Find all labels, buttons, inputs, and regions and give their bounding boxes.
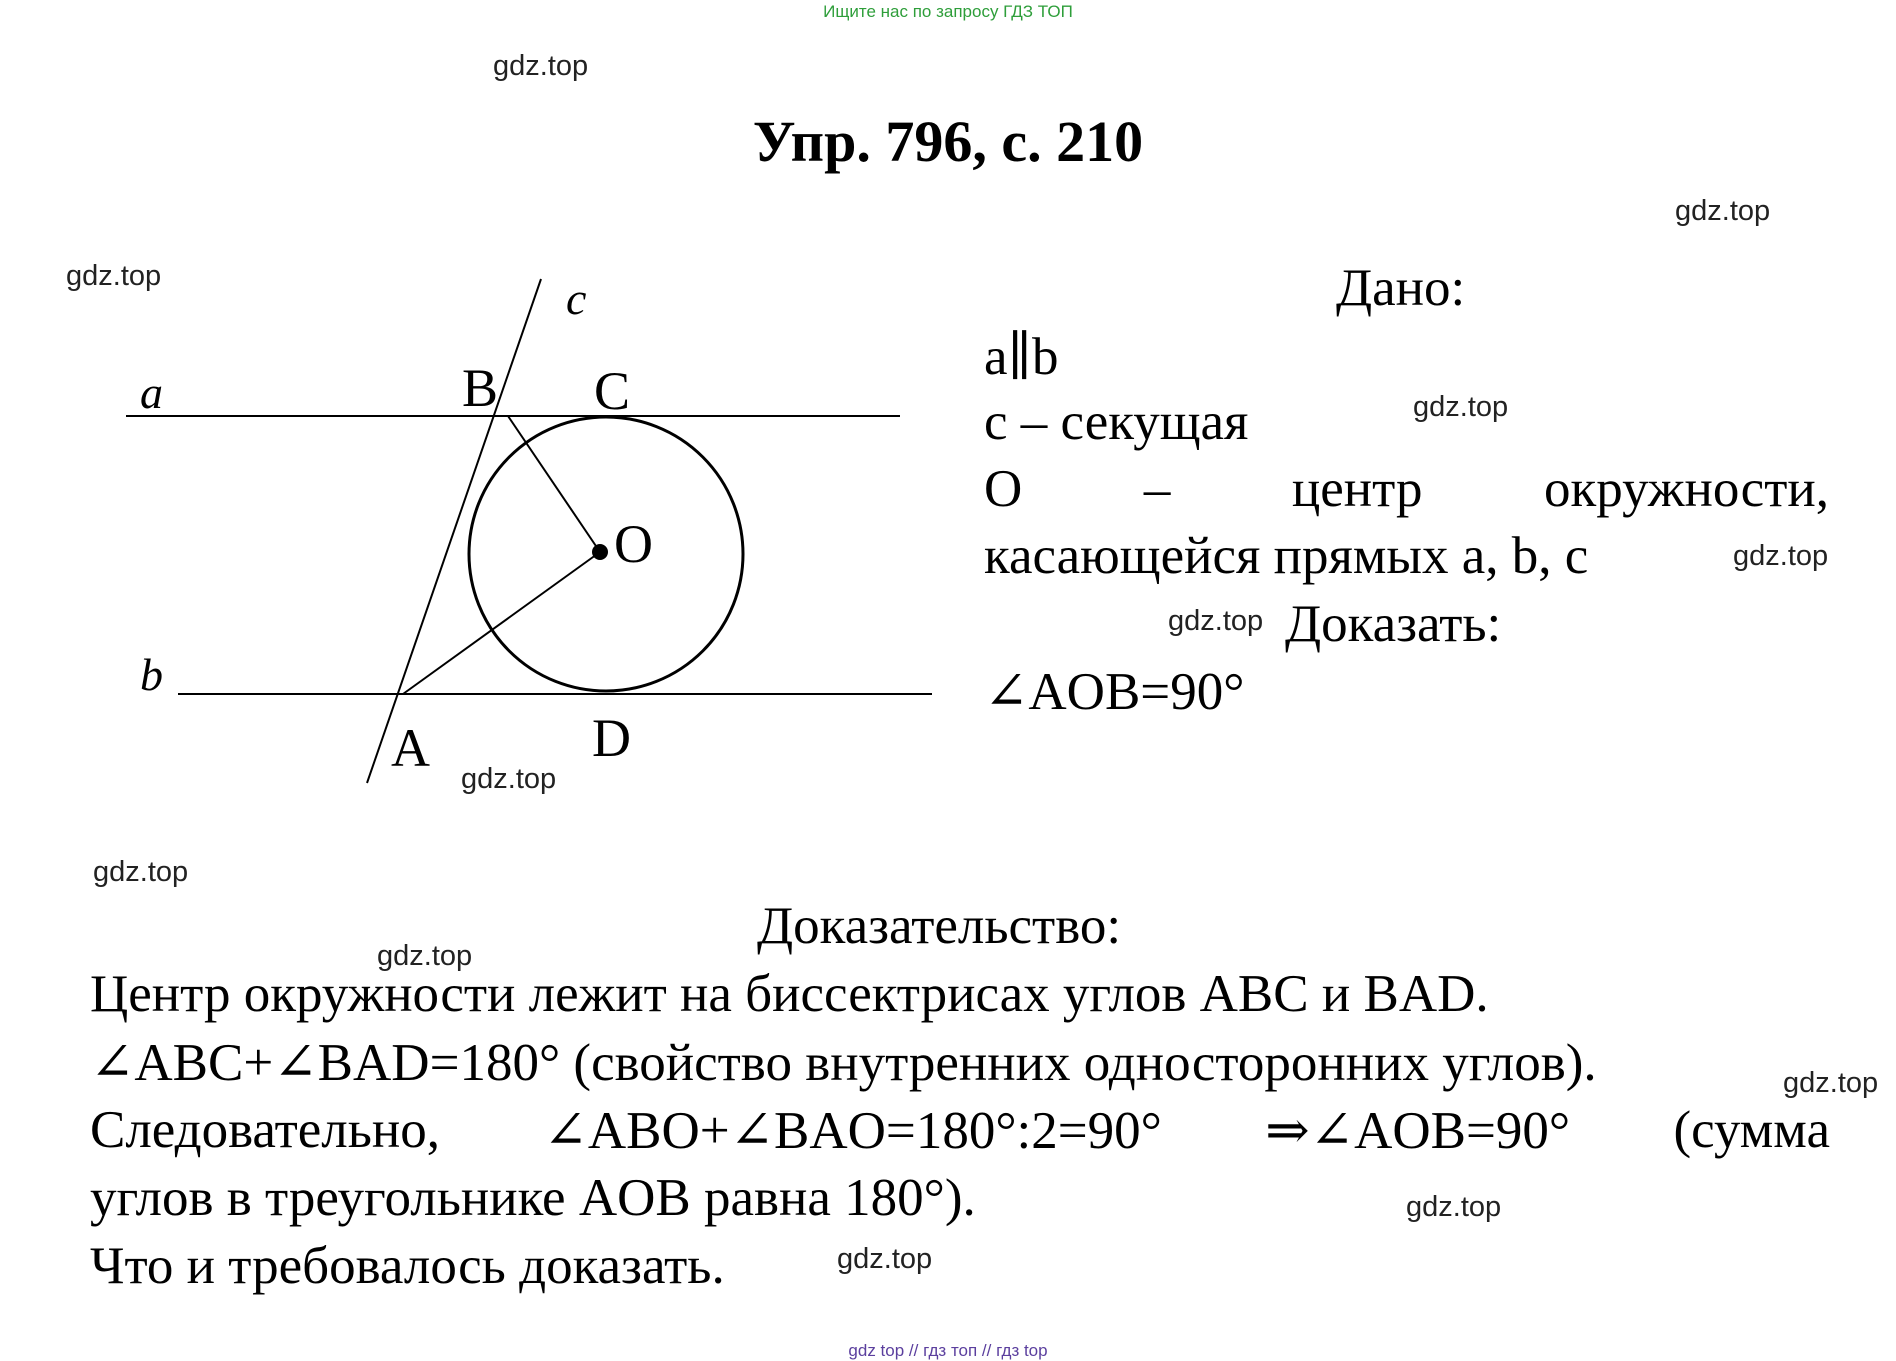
point-D-label: D (592, 708, 631, 768)
word: – (1143, 460, 1171, 518)
watermark: gdz.top (1406, 1191, 1502, 1223)
proof-line: углов в треугольнике AOB равна 180°). (90, 1169, 976, 1227)
watermark: gdz.top (1675, 195, 1771, 227)
line-a-label: a (140, 367, 163, 418)
word: окружности, (1544, 460, 1829, 518)
watermark: gdz.top (93, 856, 189, 888)
search-promo-link[interactable]: Ищите нас по запросу ГДЗ ТОП (823, 2, 1073, 21)
proof-line (90, 1100, 1830, 1161)
point-A-label: A (391, 718, 430, 778)
proof-conclusion: Что и требовалось доказать. (90, 1237, 725, 1295)
prove-statement: ∠AOB=90° (984, 663, 1245, 721)
given-secant: c – секущая (984, 393, 1249, 451)
page-title: Упр. 796, с. 210 (752, 109, 1144, 174)
watermark: gdz.top (1733, 540, 1829, 572)
point-C-label: C (594, 361, 631, 421)
line-b-label: b (140, 649, 163, 700)
point-B-label: B (462, 358, 499, 418)
word: центр (1291, 460, 1423, 518)
watermark: gdz.top (461, 763, 557, 795)
word: O (984, 460, 1023, 518)
segment-AO (403, 552, 600, 694)
given-center-line (984, 459, 1829, 519)
point-O-label: O (614, 514, 653, 574)
proof-heading: Доказательство: (757, 897, 1122, 955)
secant-c (367, 279, 541, 783)
center-point (592, 544, 608, 560)
geometry-figure (0, 0, 1000, 820)
footer-links[interactable]: gdz top // гдз топ // гдз top (848, 1341, 1048, 1360)
watermark: gdz.top (1783, 1067, 1879, 1099)
given-heading: Дано: (1336, 259, 1466, 317)
word: ⇒∠AOB=90° (1265, 1102, 1571, 1160)
given-tangent: касающейся прямых a, b, c (984, 527, 1589, 585)
word: Следовательно, (90, 1101, 440, 1159)
watermark: gdz.top (1413, 391, 1509, 423)
word: (сумма (1673, 1101, 1830, 1159)
given-parallel: a∥b (984, 328, 1059, 386)
watermark: gdz.top (377, 940, 473, 972)
proof-line: Центр окружности лежит на биссектрисах углов ABC и BAD. (90, 965, 1489, 1023)
line-c-label: c (566, 273, 587, 324)
word: ∠ABO+∠BAO=180°:2=90° (543, 1102, 1162, 1160)
watermark: gdz.top (66, 260, 162, 292)
watermark: gdz.top (837, 1243, 933, 1275)
watermark: gdz.top (1168, 605, 1264, 637)
prove-heading: Доказать: (1285, 595, 1502, 653)
segment-BO (508, 416, 600, 552)
proof-line: ∠ABC+∠BAD=180° (свойство внутренних односторонних углов). (90, 1034, 1597, 1092)
watermark: gdz.top (493, 50, 589, 82)
